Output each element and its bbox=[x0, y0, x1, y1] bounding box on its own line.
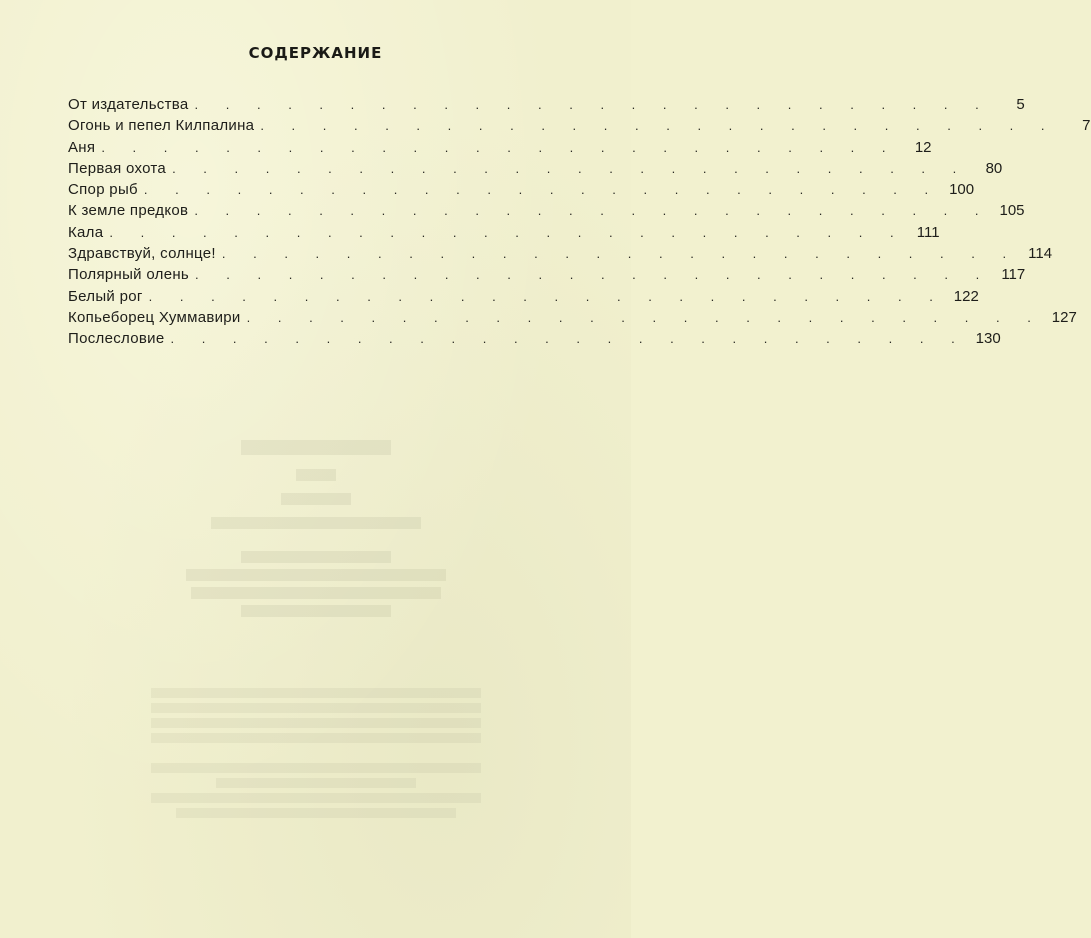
dot-leader: . . . . . . . . . . . . . . . . . . . . . . . . . . bbox=[246, 309, 1043, 325]
dot-leader: . . . . . . . . . . . . . . . . . . . . . . . . . . bbox=[260, 118, 1057, 134]
toc-entry bbox=[68, 202, 1025, 223]
dot-leader: . . . . . . . . . . . . . . . . . . . . . . . . . . bbox=[172, 160, 969, 176]
toc-entry-page-number: 105 bbox=[999, 202, 1025, 220]
dot-leader: . . . . . . . . . . . . . . . . . . . . . . . . . . bbox=[148, 288, 945, 304]
toc-entry-title: От издательства bbox=[68, 96, 189, 113]
toc-entry bbox=[68, 266, 1026, 287]
dot-leader: . . . . . . . . . . . . . . . . . . . . . . . . . . bbox=[194, 203, 991, 219]
toc-entry bbox=[68, 117, 1091, 138]
toc-entry-page-number: 100 bbox=[949, 181, 975, 199]
page-title: СОДЕРЖАНИЕ bbox=[248, 44, 383, 62]
toc-entry-page-number: 114 bbox=[1028, 245, 1053, 263]
toc-entry bbox=[68, 96, 1025, 117]
toc-entry-title: Спор рыб bbox=[68, 181, 138, 199]
toc-entry-title: Полярный олень bbox=[68, 266, 190, 284]
toc-entry-title: Послесловие bbox=[68, 330, 165, 348]
toc-entry-page-number: 12 bbox=[914, 138, 932, 156]
toc-entry bbox=[68, 138, 932, 160]
toc-entry-title: Копьеборец Хуммавири bbox=[68, 308, 241, 326]
bleed-through-shadow bbox=[0, 688, 631, 818]
toc-entry-title: Белый рог bbox=[68, 287, 143, 305]
table-of-contents bbox=[68, 96, 1091, 352]
toc-entry bbox=[68, 308, 1077, 330]
toc-entry bbox=[68, 223, 940, 245]
toc-entry-title: Здравствуй, солнце! bbox=[68, 245, 216, 263]
dot-leader: . . . . . . . . . . . . . . . . . . . . . . . . . . bbox=[221, 246, 1019, 262]
toc-entry-page-number: 5 bbox=[1016, 96, 1025, 113]
dot-leader: . . . . . . . . . . . . . . . . . . . . . . . . . . bbox=[170, 331, 967, 347]
dot-leader: . . . . . . . . . . . . . . . . . . . . . . . . . . bbox=[101, 139, 898, 155]
dot-leader: . . . . . . . . . . . . . . . . . . . . . . . . . . bbox=[195, 267, 992, 283]
dot-leader: . . . . . . . . . . . . . . . . . . . . . . . . . . bbox=[143, 182, 941, 198]
dot-leader: . . . . . . . . . . . . . . . . . . . . . . . . . . bbox=[109, 224, 906, 240]
toc-entry bbox=[68, 159, 1003, 181]
toc-entry-page-number: 111 bbox=[916, 223, 940, 241]
toc-entry bbox=[68, 287, 979, 309]
toc-entry-title: Кала bbox=[68, 223, 104, 241]
toc-entry bbox=[68, 181, 975, 202]
toc-entry-title: К земле предков bbox=[68, 202, 189, 220]
toc-entry-page-number: 117 bbox=[1001, 266, 1026, 284]
toc-entry-title: Первая охота bbox=[68, 159, 167, 177]
toc-entry-page-number: 122 bbox=[953, 287, 979, 305]
toc-entry-title: Аня bbox=[68, 138, 96, 156]
toc-entry-page-number: 127 bbox=[1051, 308, 1077, 326]
toc-entry bbox=[68, 245, 1053, 266]
toc-entry-page-number: 7 bbox=[1082, 117, 1091, 135]
toc-entry-title: Огонь и пепел Килпалина bbox=[68, 117, 255, 135]
toc-entry bbox=[68, 330, 1001, 351]
bleed-through-shadow bbox=[0, 440, 631, 680]
toc-entry-page-number: 80 bbox=[985, 159, 1003, 177]
dot-leader: . . . . . . . . . . . . . . . . . . . . . . . . . . bbox=[194, 97, 991, 112]
toc-entry-page-number: 130 bbox=[975, 330, 1001, 348]
